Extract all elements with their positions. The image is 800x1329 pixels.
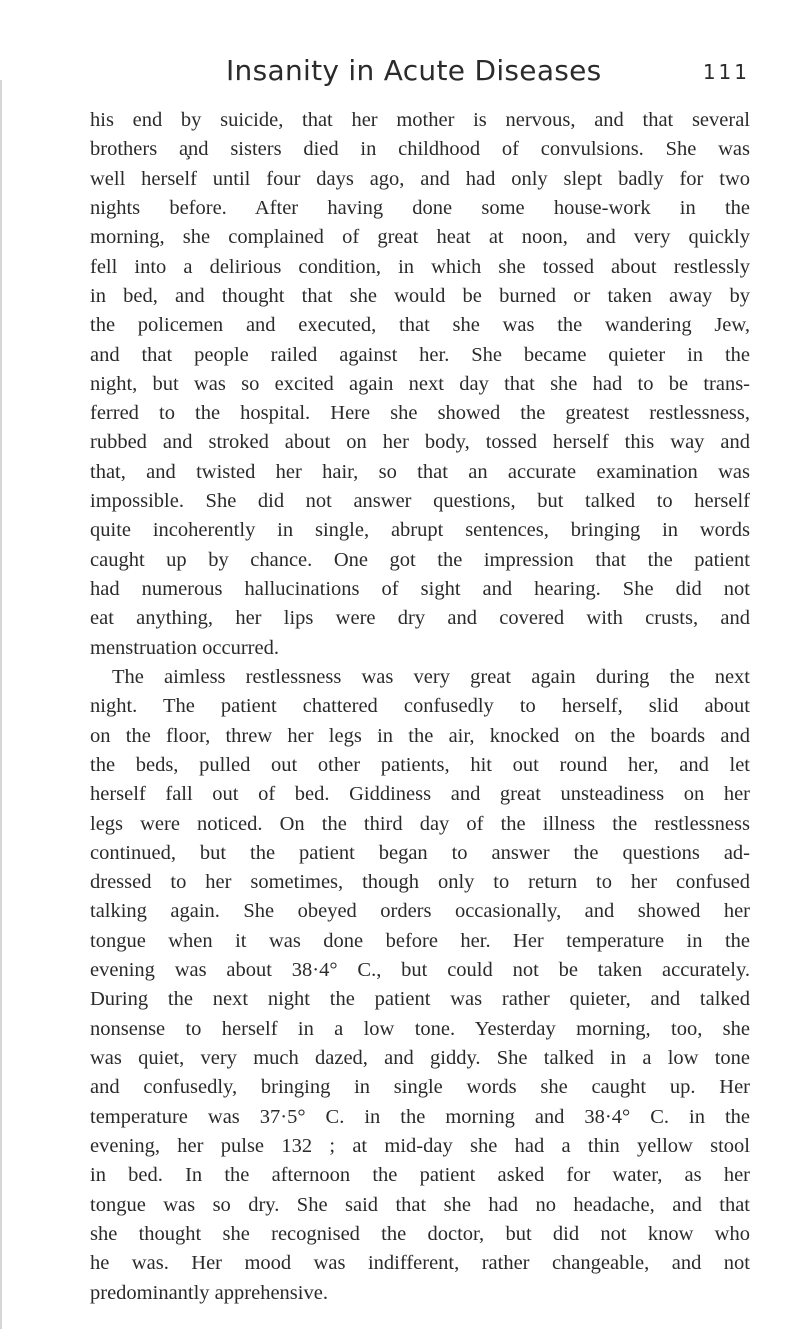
text-line: During the next night the patient was rather quieter, and talked	[90, 988, 750, 1011]
text-line: his end by suicide, that her mother is nervous, and that several	[90, 109, 750, 131]
text-line: and confusedly, bringing in single words she caught up. Her	[90, 1076, 750, 1099]
text-line: dressed to her sometimes, though only to return to her confused	[90, 871, 750, 894]
text-line: caught up by chance. One got the impression that the patient	[90, 548, 750, 571]
text-line: night. The patient chattered confusedly to herself, slid about	[90, 695, 750, 718]
text-line: temperature was 37·5° C. in the morning and 38·4° C. in the	[90, 1105, 750, 1128]
text-line: the policemen and executed, that she was the wandering Jew,	[90, 314, 750, 337]
text-line: fell into a delirious condition, in which she tossed about restlessly	[90, 255, 750, 278]
text-line: tongue when it was done before her. Her temperature in the	[90, 929, 750, 952]
text-line: and that people railed against her. She became quieter in the	[90, 343, 750, 366]
page-header	[90, 54, 750, 94]
text-line: talking again. She obeyed orders occasionally, and showed her	[90, 900, 750, 923]
text-line: tongue was so dry. She said that she had no headache, and that	[90, 1193, 750, 1216]
text-line: was quiet, very much dazed, and giddy. She talked in a low tone	[90, 1047, 750, 1069]
text-line: night, but was so excited again next day that she had to be trans-	[90, 372, 750, 395]
text-line: ferred to the hospital. Here she showed the greatest restlessness,	[90, 402, 750, 425]
paragraph-start-line: The aimless restlessness was very great again during the next	[112, 665, 750, 688]
text-line: predominantly apprehensive.	[90, 1281, 328, 1304]
page-number: 111	[702, 60, 750, 84]
text-line: she thought she recognised the doctor, but did not know who	[90, 1222, 750, 1245]
body-text	[90, 106, 750, 1308]
text-line: that, and twisted her hair, so that an accurate examination was	[90, 460, 750, 483]
text-line: menstruation occurred.	[90, 636, 279, 659]
text-line: nonsense to herself in a low tone. Yesterday morning, too, she	[90, 1017, 750, 1040]
text-line: the beds, pulled out other patients, hit out round her, and let	[90, 753, 750, 776]
page-edge-rule	[0, 80, 2, 1329]
text-line: impossible. She did not answer questions, but talked to herself	[90, 490, 750, 513]
text-line: evening was about 38·4° C., but could not be taken accurately.	[90, 959, 750, 982]
text-line: he was. Her mood was indifferent, rather changeable, and not	[90, 1252, 750, 1275]
text-line: in bed, and thought that she would be burned or taken away by	[90, 284, 750, 307]
text-line: quite incoherently in single, abrupt sentences, bringing in words	[90, 519, 750, 542]
text-line: rubbed and stroked about on her body, tossed herself this way and	[90, 431, 750, 454]
text-line: on the floor, threw her legs in the air, knocked on the boards and	[90, 724, 750, 747]
text-line: well herself until four days ago, and had only slept badly for two	[90, 167, 750, 190]
text-line: brothers a̧nd sisters died in childhood of convulsions. She was	[90, 138, 750, 161]
text-line: legs were noticed. On the third day of the illness the restlessness	[90, 812, 750, 835]
text-line: in bed. In the afternoon the patient asked for water, as her	[90, 1164, 750, 1187]
text-line: morning, she complained of great heat at noon, and very quickly	[90, 226, 750, 249]
text-line: evening, her pulse 132 ; at mid-day she had a thin yellow stool	[90, 1134, 750, 1157]
text-line: eat anything, her lips were dry and covered with crusts, and	[90, 607, 750, 630]
text-line: nights before. After having done some house-work in the	[90, 196, 750, 219]
text-line: herself fall out of bed. Giddiness and great unsteadiness on her	[90, 783, 750, 806]
text-line: had numerous hallucinations of sight and hearing. She did not	[90, 578, 750, 600]
text-line: continued, but the patient began to answer the questions ad-	[90, 841, 750, 864]
running-title: Insanity in Acute Diseases	[226, 54, 602, 87]
